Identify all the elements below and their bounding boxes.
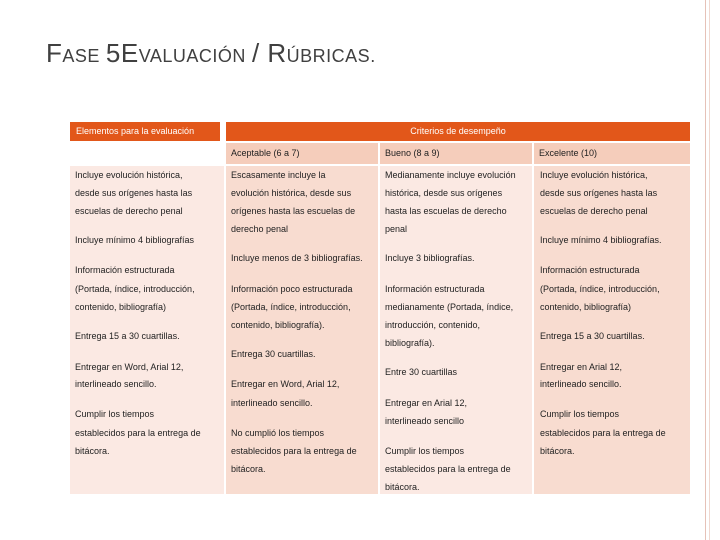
rubric-table	[70, 122, 690, 494]
cell-text: Información estructurada	[540, 265, 640, 275]
cell-text: evolución histórica, desde sus	[231, 188, 352, 198]
cell-text: contenido, bibliografía)	[75, 302, 167, 312]
cell-text: escuelas de derecho penal	[75, 206, 183, 216]
decorative-line	[709, 0, 710, 540]
cell-text: derecho penal	[231, 224, 289, 234]
cell-text: establecidos para la entrega de	[385, 464, 511, 474]
cell-text: Entregar en Arial 12,	[385, 398, 468, 408]
cell-text: interlineado sencillo.	[75, 379, 157, 389]
cell-text: Entregar en Arial 12,	[540, 362, 623, 372]
cell-text: bitácora.	[75, 446, 110, 456]
cell-text: Información estructurada	[75, 265, 175, 275]
page-title	[46, 38, 376, 72]
title-part: F	[46, 38, 63, 68]
cell-text: desde sus orígenes hasta las	[75, 188, 193, 198]
level-aceptable: Aceptable (6 a 7)	[226, 143, 378, 164]
cell-text: bibliografía).	[385, 338, 435, 348]
title-part: ASE	[62, 46, 100, 66]
cell-text: bitácora.	[540, 446, 575, 456]
cell-text: Entregar en Word, Arial 12,	[75, 362, 184, 372]
title-part: ÚBRICAS.	[286, 46, 376, 66]
cell-text: Cumplir los tiempos	[540, 409, 620, 419]
cell-text: hasta las escuelas de derecho	[385, 206, 507, 216]
cell-text: establecidos para la entrega de	[231, 446, 357, 456]
cell-text: Cumplir los tiempos	[75, 409, 155, 419]
cell-text: Medianamente incluye evolución	[385, 170, 516, 180]
cell-text: contenido, bibliografía)	[540, 302, 632, 312]
cell-text: introducción, contenido,	[385, 320, 481, 330]
cell-text: histórica, desde sus orígenes	[385, 188, 503, 198]
level-bueno: Bueno (8 a 9)	[380, 143, 532, 164]
cell-text: establecidos para la entrega de	[75, 428, 201, 438]
header-elements: Elementos para la evaluación	[70, 122, 220, 141]
cell-text: bitácora.	[385, 482, 420, 492]
cell-text: medianamente (Portada, índice,	[385, 302, 514, 312]
title-part: VALUACIÓN	[138, 46, 246, 66]
cell-text: Cumplir los tiempos	[385, 446, 465, 456]
cell-text: bitácora.	[231, 464, 266, 474]
cell-text: Incluye 3 bibliografías.	[385, 253, 475, 263]
cell-text: Información poco estructurada	[231, 284, 353, 294]
cell-text: (Portada, índice, introducción,	[540, 284, 660, 294]
cell-text: orígenes hasta las escuelas de	[231, 206, 356, 216]
cell-text: Entrega 30 cuartillas.	[231, 349, 316, 359]
cell-text: No cumplió los tiempos	[231, 428, 325, 438]
cell-text: penal	[385, 224, 408, 234]
cell-text: (Portada, índice, introducción,	[231, 302, 351, 312]
cell-text: Incluye mínimo 4 bibliografías.	[540, 235, 662, 245]
cell-text: interlineado sencillo	[385, 416, 465, 426]
cell-text: interlineado sencillo.	[231, 398, 313, 408]
cell-text: Información estructurada	[385, 284, 485, 294]
cell-text: Escasamente incluye la	[231, 170, 326, 180]
cell-text: Incluye evolución histórica,	[75, 170, 183, 180]
decorative-line	[705, 0, 706, 540]
cell-text: establecidos para la entrega de	[540, 428, 666, 438]
cell-text: interlineado sencillo.	[540, 379, 622, 389]
cell-text: contenido, bibliografía).	[231, 320, 325, 330]
cell-text: escuelas de derecho penal	[540, 206, 648, 216]
cell-text: Incluye menos de 3 bibliografías.	[231, 253, 363, 263]
cell-text: (Portada, índice, introducción,	[75, 284, 195, 294]
cell-text: Entrega 15 a 30 cuartillas.	[75, 331, 180, 341]
title-part: / R	[251, 38, 287, 68]
cell-text: Incluye mínimo 4 bibliografías	[75, 235, 195, 245]
cell-text: desde sus orígenes hasta las	[540, 188, 658, 198]
title-part: 5E	[105, 38, 139, 68]
cell-text: Entre 30 cuartillas	[385, 367, 458, 377]
cell-text: Incluye evolución histórica,	[540, 170, 648, 180]
cell-text: Entrega 15 a 30 cuartillas.	[540, 331, 645, 341]
level-excelente: Excelente (10)	[534, 143, 690, 164]
cell-text: Entregar en Word, Arial 12,	[231, 379, 340, 389]
header-criteria: Criterios de desempeño	[226, 122, 690, 141]
